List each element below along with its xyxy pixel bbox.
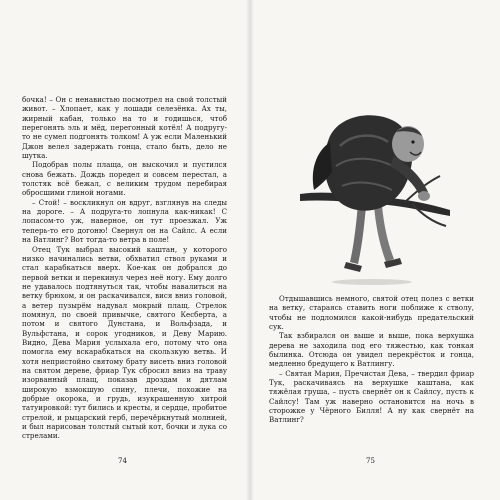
paragraph: – Святая Мария, Пречистая Дева, – твердил фриар Тук, раскачиваясь на верхушке каштана, как тяжёлая груша, – пусть свернёт он к Сайлсу, пусть к Сайлсу! Там уж наверно остановится на ночь в сторожке у Чёрного Билля! А ну как свернёт на Ватлинг? <box>269 368 474 425</box>
book-gutter <box>246 0 254 500</box>
paragraph: – Стой! – воскликнул он вдруг, взглянув на следы на дороге. – А подруга-то лопнула как-никак! С лопасом-то уж, наверное, он тут проезжал. Уж теперь-то его догоню! Свернул он на Сайлс. А если на Ватлинг? Вот тогда-то ветра в поле! <box>22 197 227 245</box>
paragraph: Отец Тук выбрал высокий каштан, у которого низко начинались ветви, обхватил ствол руками и стал карабкаться вверх. Кое-как он добрался до первой ветки и перекинул через неё ногу. Ему долго не удавалось подтянуться так, чтобы навалиться на ветку брюхом, и он раскачивался, вися вниз головой, а ветер пузырём надувал мокрый плащ. Стрелок помянул, по своей привычке, святого Кесберта, а потом и святого Дунстана, и Вольфзада, и Вульфстана, и сорок угодников, и Деву Марию. Видно, Дева Мария услыхала его, потому что она помогла ему вскарабкаться на скользкую ветвь. И хотя непристойно святому брату висеть вниз головой на святом дереве, фриар Тук сбросил вниз на траву изорванный плащ, показав дроздам и дятлам широкую взмокшую спину, плечи, похожие на добрые окорока, и грудь, изукрашенную хитрой татуировкой: тут бились и кресты, и сердце, пробитое стрелой, и рыцарский герб, перечёркнутый молнией, и был нарисован толстый сытый кот, бочки и лука со стрелами. <box>22 244 227 441</box>
paragraph: Отдышавшись немного, святой отец полез с ветки на ветку, стараясь ставить ноги поближе к стволу, чтобы не подломился какой-нибудь предательский сук. <box>269 294 474 332</box>
left-page-number: 74 <box>118 457 127 465</box>
right-page-text <box>269 294 474 425</box>
friar-tuck-on-branch-illustration <box>300 86 450 286</box>
left-page-text <box>22 95 227 441</box>
paragraph: Так взбирался он выше и выше, пока верхушка дерева не заходила под его тяжестью, как тонкая былинка. Отсюда он увидел перекрёсток и гонца, медленно бредущего к Ватлингу. <box>269 331 474 369</box>
paragraph: Подобрав полы плаща, он выскочил и пустился снова бежать. Дождь поредел и совсем перестал, а толстяк всё бежал, с великим трудом перебирая обросшими глиной ногами. <box>22 160 227 198</box>
right-page-number: 75 <box>366 457 375 465</box>
paragraph: бочка! – Он с ненавистью посмотрел на свой толстый живот. – Хлопает, как у лошади селезёнка. Ах ты, жирный кабан, только на то и годишься, чтоб перегонять эль и мёд, перегонный котёл! А подругу-то не сумел подгонять толком! А уж если Маленький Джон велел задержать гонца, стало быть, дело не шутка. <box>22 95 227 161</box>
